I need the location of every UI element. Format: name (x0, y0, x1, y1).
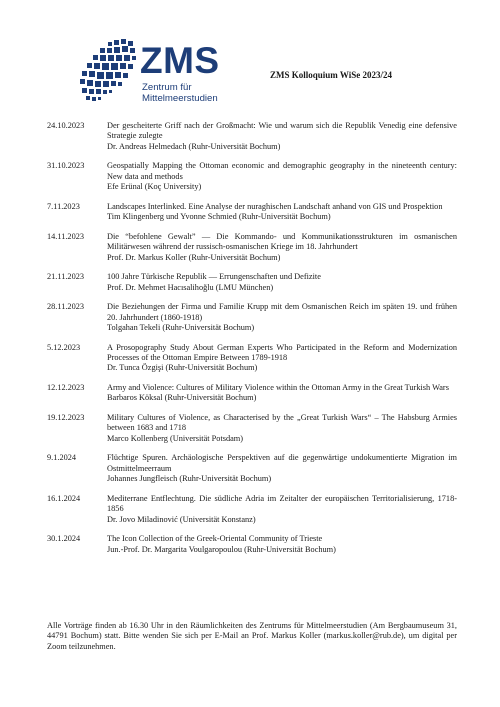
event-title: The Icon Collection of the Greek-Oriental Community of Trieste (107, 534, 323, 544)
event-date: 28.11.2023 (47, 302, 85, 312)
event-date: 9.1.2024 (47, 453, 77, 463)
event-title: Army and Violence: Cultures of Military Violence within the Ottoman Army in the Great Turkish Wars (107, 383, 449, 393)
event-speaker: Tolgahan Tekeli (Ruhr-Universität Bochum) (107, 323, 255, 333)
event-item (47, 413, 457, 444)
event-details (107, 494, 457, 525)
event-speaker: Dr. Jovo Miladinović (Universität Konstanz) (107, 514, 256, 524)
event-item (47, 121, 457, 152)
event-item (47, 534, 457, 555)
event-date: 19.12.2023 (47, 413, 85, 423)
event-speaker: Johannes Jungfleisch (Ruhr-Universität Bochum) (107, 474, 272, 484)
event-item (47, 302, 457, 333)
event-title: A Prosopography Study About German Experts Who Participated in the Reform and Modernization Processes of the Ottoman Empire Between 1789-1918 (107, 342, 457, 363)
event-date: 7.11.2023 (47, 201, 80, 211)
event-title: Landscapes Interlinked. Eine Analyse der nuraghischen Landschaft anhand von GIS und Prospektion (107, 201, 443, 211)
event-speaker: Prof. Dr. Mehmet Hacısalihoğlu (LMU München) (107, 282, 274, 292)
event-item (47, 453, 457, 484)
event-item (47, 272, 457, 293)
footer-note: Alle Vorträge finden ab 16.30 Uhr in den Räumlichkeiten des Zentrums für Mittelmeerstudien (Am Bergbaumuseum 31, 44791 Bochum) statt. Bitte wenden Sie sich per E-Mail an Prof. Markus Koller (markus.koller@rub.de), um digital per Zoom teilzunehmen. (47, 621, 457, 651)
event-speaker: Barbaros Köksal (Ruhr-Universität Bochum) (107, 393, 257, 403)
event-speaker: Jun.-Prof. Dr. Margarita Voulgaropoulou (Ruhr-Universität Bochum) (107, 544, 336, 554)
event-item (47, 383, 457, 404)
event-speaker: Prof. Dr. Markus Koller (Ruhr-Universität Bochum) (107, 252, 281, 262)
event-date: 24.10.2023 (47, 121, 85, 130)
event-speaker: Dr. Tunca Özgişi (Ruhr-Universität Bochum) (107, 363, 258, 373)
event-item (47, 202, 457, 223)
event-title: Flüchtige Spuren. Archäologische Perspektiven auf die gegenwärtige undokumentierte Migration im Ostmittelmeerraum (107, 453, 457, 473)
event-date: 16.1.2024 (47, 493, 81, 503)
event-title: Die Beziehungen der Firma und Familie Krupp mit dem Osmanischen Reich im späten 19. und frühen 20. Jahrhundert (1860-1918) (107, 302, 457, 322)
event-details (107, 272, 457, 293)
event-details (107, 302, 457, 333)
event-item (47, 232, 457, 263)
logo-acronym: ZMS (140, 40, 220, 81)
event-speaker: Efe Erünal (Koç University) (107, 182, 202, 192)
event-title: Die “befohlene Gewalt” — Die Kommando- und Kommunikationsstrukturen im osmanischen Militärwesen während der russisch-osmanischen Kriege im 18. Jahrhundert (107, 231, 457, 252)
event-details (107, 121, 457, 152)
event-details (107, 383, 457, 404)
event-details (107, 534, 457, 555)
event-details (107, 161, 457, 192)
event-speaker: Dr. Andreas Helmedach (Ruhr-Universität Bochum) (107, 141, 281, 151)
event-speaker: Marco Kollenberg (Universität Potsdam) (107, 433, 244, 443)
event-item (47, 494, 457, 525)
event-date: 30.1.2024 (47, 534, 81, 544)
event-details (107, 413, 457, 444)
event-title: Der gescheiterte Griff nach der Großmacht: Wie und warum sich die Republik Venedig eine defensive Strategie zulegte (107, 121, 457, 141)
logo-subtitle (142, 82, 218, 104)
event-date: 12.12.2023 (47, 383, 85, 393)
event-item (47, 343, 457, 374)
event-date: 21.11.2023 (47, 272, 85, 282)
event-title: Military Cultures of Violence, as Characterised by the „Great Turkish Wars“ – The Habsburg Armies between 1683 and 1718 (107, 413, 457, 433)
event-item (47, 161, 457, 192)
event-details (107, 232, 457, 263)
zms-logo (78, 38, 268, 108)
event-list (47, 121, 457, 564)
event-date: 31.10.2023 (47, 161, 85, 171)
event-date: 5.12.2023 (47, 342, 81, 352)
event-title: 100 Jahre Türkische Republik — Errungenschaften und Defizite (107, 272, 321, 282)
event-title: Geospatially Mapping the Ottoman economic and demographic geography in the nineteenth century: New data and methods (107, 161, 457, 181)
event-speaker: Tim Klingenberg und Yvonne Schmied (Ruhr-Universität Bochum) (107, 212, 331, 222)
event-details (107, 453, 457, 484)
event-title: Mediterrane Entflechtung. Die südliche Adria im Zeitalter der europäischen Territorialisierung, 1718-1856 (107, 493, 457, 514)
page-title: ZMS Kolloquium WiSe 2023/24 (270, 70, 392, 80)
event-details (107, 202, 457, 223)
logo-subtitle-line-1: Zentrum für (142, 82, 192, 93)
logo-subtitle-line-2: Mittelmeerstudien (142, 93, 218, 104)
event-date: 14.11.2023 (47, 231, 85, 241)
event-details (107, 343, 457, 374)
zms-logo-mark-icon (78, 38, 138, 106)
